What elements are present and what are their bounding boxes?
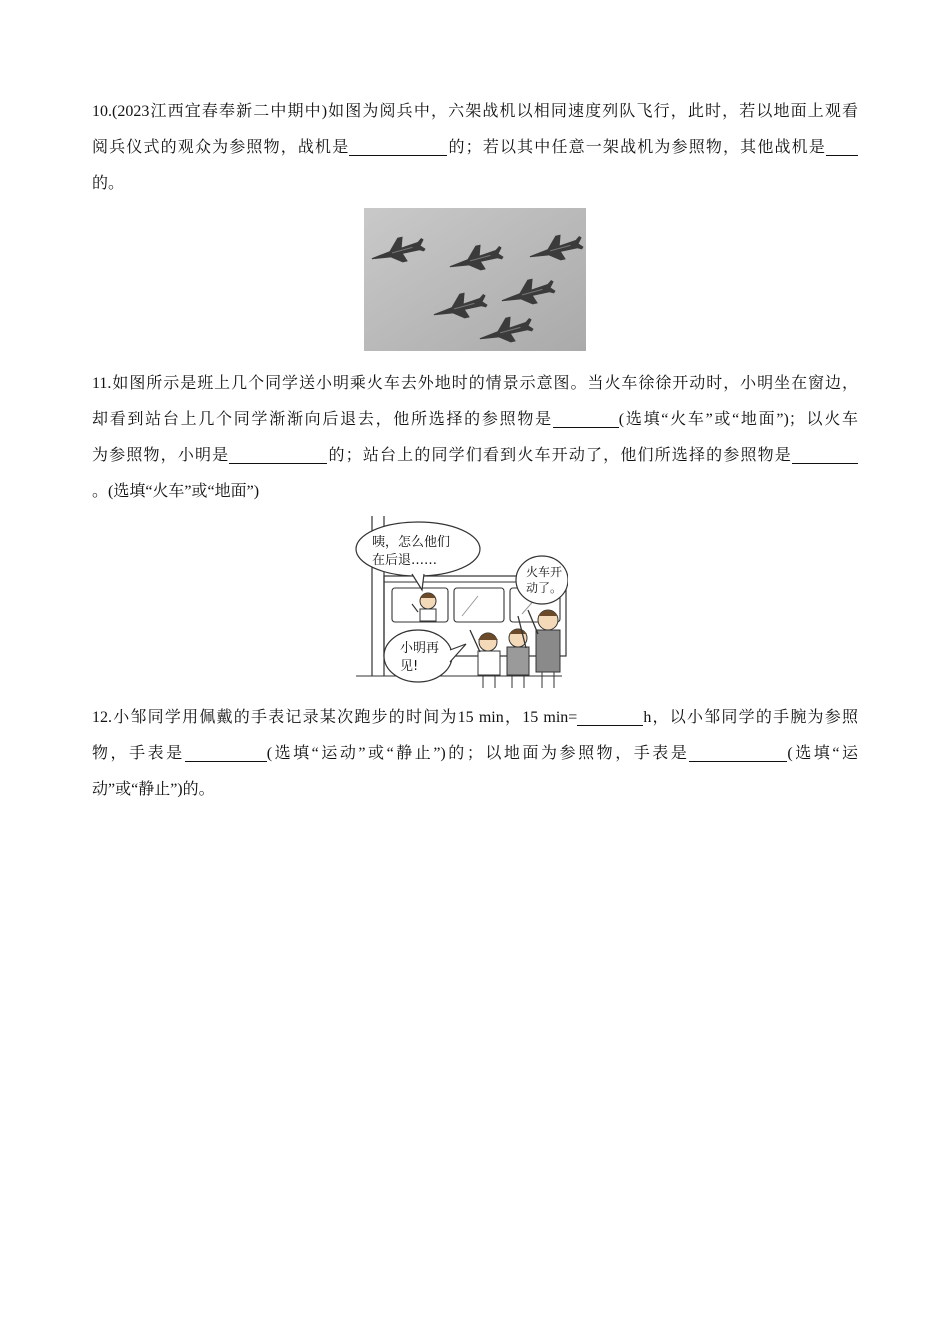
q12-text: (选填“运 — [787, 745, 858, 762]
question-12 — [92, 700, 858, 808]
q10-text: 10.(2023江西宜春奉新二中期中)如图为阅兵中，六架战机以相同速度列队飞行，此时，若以地面上观看 — [92, 103, 858, 120]
bubble-1-line-1: 咦，怎么他们 — [372, 535, 451, 550]
answer-blank[interactable] — [553, 407, 619, 428]
q12-text: 12.小邹同学用佩戴的手表记录某次跑步的时间为15 min，15 min= — [92, 709, 578, 726]
question-11 — [92, 366, 858, 510]
answer-blank[interactable] — [689, 741, 787, 762]
train-station-illustration — [352, 516, 568, 688]
answer-blank[interactable] — [229, 443, 327, 464]
q11-text: 。(选填“火车”或“地面”) — [92, 483, 260, 500]
q11-line-1 — [92, 366, 858, 402]
q10-line-2 — [92, 130, 858, 166]
bubble-2-line-1: 火车开 — [526, 565, 563, 579]
bubble-3-line-1: 小明再 — [400, 641, 440, 656]
answer-blank[interactable] — [349, 135, 447, 156]
child-left — [470, 630, 500, 688]
train-cartoon — [352, 516, 568, 688]
answer-blank[interactable] — [185, 741, 267, 762]
q10-line-3 — [92, 166, 858, 202]
q12-text: h，以小邹同学的手腕为参照 — [643, 709, 858, 726]
q12-line-1 — [92, 700, 858, 736]
q11-line-3 — [92, 438, 858, 474]
bubble-3-line-2: 见! — [400, 659, 419, 674]
child-middle — [507, 616, 529, 688]
q11-text: (选填“火车”或“地面”)；以火车 — [618, 411, 858, 428]
q10-text: 的。 — [92, 175, 125, 192]
q11-text: 11.如图所示是班上几个同学送小明乘火车去外地时的情景示意图。当火车徐徐开动时，小明坐在窗边， — [92, 375, 858, 392]
q12-text: 动”或“静止”)的。 — [92, 781, 215, 798]
q11-text: 却看到站台上几个同学渐渐向后退去，他所选择的参照物是 — [92, 411, 553, 428]
fighter-jets-photo — [364, 208, 586, 351]
q11-line-4 — [92, 474, 858, 510]
q10-text: 阅兵仪式的观众为参照物，战机是 — [92, 139, 350, 156]
bubble-1-line-2: 在后退…… — [372, 553, 438, 568]
q10-text: 的；若以其中任意一架战机为参照物，其他战机是 — [447, 139, 826, 156]
jets-illustration — [364, 208, 586, 351]
q11-line-2 — [92, 402, 858, 438]
q11-text: 为参照物，小明是 — [92, 447, 230, 464]
q11-text: 的；站台上的同学们看到火车开动了，他们所选择的参照物是 — [327, 447, 792, 464]
question-10 — [92, 94, 858, 202]
q10-line-1 — [92, 94, 858, 130]
q12-text: (选填“运动”或“静止”)的；以地面为参照物，手表是 — [266, 745, 690, 762]
q12-line-3 — [92, 772, 858, 808]
q12-text: 物，手表是 — [92, 745, 185, 762]
answer-blank[interactable] — [826, 135, 858, 156]
bubble-2-line-2: 动了。 — [526, 581, 563, 595]
answer-blank[interactable] — [577, 705, 643, 726]
q12-line-2 — [92, 736, 858, 772]
answer-blank[interactable] — [792, 443, 858, 464]
